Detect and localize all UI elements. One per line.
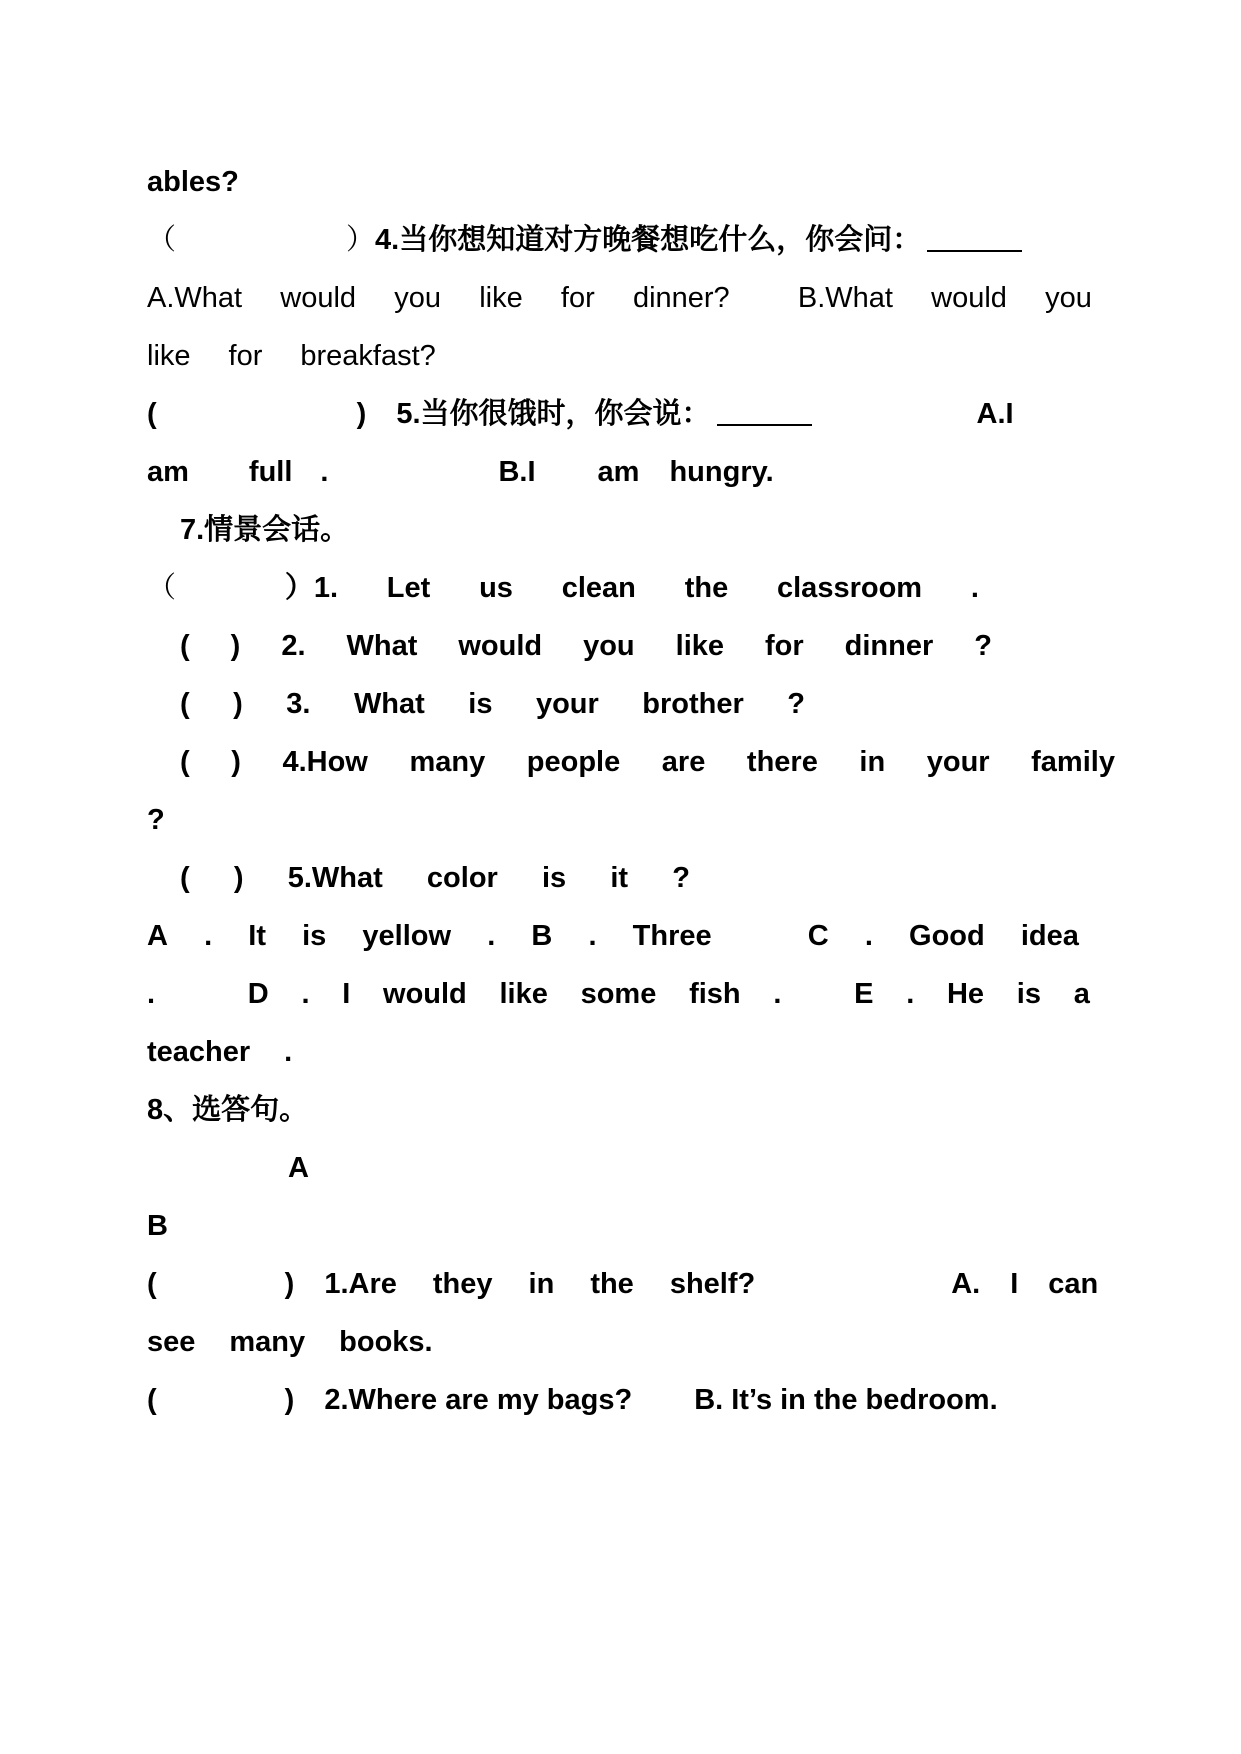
- q5-word: .: [320, 456, 329, 488]
- s7-word: is: [468, 688, 493, 720]
- s7-word: there: [746, 746, 818, 778]
- s7-word: like: [675, 630, 725, 662]
- q4-blank[interactable]: [927, 228, 1022, 252]
- s7-word: is: [542, 862, 567, 894]
- q5-word: am: [147, 456, 189, 488]
- opt-word: idea: [1020, 920, 1079, 952]
- q5-close-paren: ): [356, 398, 367, 430]
- s8-word: can: [1048, 1268, 1099, 1300]
- section-8-title: [147, 1090, 1147, 1130]
- s8-word: many: [229, 1326, 306, 1358]
- opt-word: .: [588, 920, 597, 952]
- s7-word: What: [353, 688, 425, 720]
- opt-word: yellow: [362, 920, 452, 952]
- s7-word: 4.How: [282, 746, 368, 778]
- text-ables: ables?: [147, 166, 239, 198]
- s7-item-5: [180, 858, 690, 898]
- s8-word: in: [528, 1268, 555, 1300]
- s7-word: classroom: [777, 572, 923, 604]
- s7-word: your: [926, 746, 990, 778]
- s7-word: family: [1031, 746, 1115, 778]
- opt-word: .: [301, 978, 310, 1010]
- q4-options-line1: [147, 278, 1092, 318]
- s7-word: .: [970, 572, 979, 604]
- q4-word: like: [147, 340, 191, 372]
- s8-word: books.: [339, 1326, 433, 1358]
- s8-1-open-paren: (: [147, 1268, 157, 1300]
- opt-word: I: [342, 978, 351, 1010]
- s7-word: brother: [642, 688, 744, 720]
- q4-word: dinner?: [632, 282, 730, 314]
- opt-word: some: [580, 978, 657, 1010]
- s7-word: ?: [974, 630, 992, 662]
- s7-5-open-paren: (: [180, 862, 190, 894]
- q5-options-line2: [147, 452, 1147, 492]
- s8-word: A.: [951, 1268, 981, 1300]
- s7-word: would: [458, 630, 543, 662]
- opt-word: is: [1016, 978, 1041, 1010]
- s7-word: ?: [672, 862, 690, 894]
- s7-1-close-num: ）1.: [284, 572, 338, 604]
- s7-word: us: [479, 572, 513, 604]
- opt-word: .: [773, 978, 782, 1010]
- section-7-heading: 7.情景会话。: [180, 514, 350, 546]
- q5-word: hungry.: [669, 456, 774, 488]
- opt-word: D: [247, 978, 269, 1010]
- q5-word: am: [597, 456, 640, 488]
- opt-word: like: [499, 978, 548, 1010]
- s7-word: in: [859, 746, 886, 778]
- s7-4-question-mark: ?: [147, 804, 165, 836]
- s8-item-2: [147, 1380, 1147, 1420]
- s7-4-open-paren: (: [180, 746, 190, 778]
- s7-word: 3.: [286, 688, 311, 720]
- line-ables: [147, 162, 1147, 202]
- s7-3-open-paren: (: [180, 688, 190, 720]
- opt-word: fish: [689, 978, 741, 1010]
- s7-word: are: [661, 746, 706, 778]
- s8-item-1-cont: [147, 1322, 1147, 1362]
- s8-2-close-paren: ): [284, 1384, 295, 1416]
- s8-word: see: [147, 1326, 196, 1358]
- question-4: [147, 220, 1147, 260]
- section-7-title: [180, 510, 1180, 550]
- s7-item-3: [180, 684, 805, 724]
- q4-word: like: [479, 282, 523, 314]
- s8-1-close-paren: ): [284, 1268, 295, 1300]
- s7-word: Let: [386, 572, 431, 604]
- q4-text: 4.当你想知道对方晚餐想吃什么，你会问：: [375, 224, 922, 256]
- opt-word: .: [284, 1036, 293, 1068]
- opt-word: .: [864, 920, 873, 952]
- opt-word: a: [1073, 978, 1090, 1010]
- q5-blank[interactable]: [717, 402, 812, 426]
- s7-item-2: [180, 626, 992, 666]
- s7-word: the: [684, 572, 729, 604]
- column-b-header: [147, 1206, 1147, 1246]
- s7-word: dinner: [844, 630, 934, 662]
- opt-word: .: [487, 920, 496, 952]
- opt-word: Three: [632, 920, 712, 952]
- question-5: [147, 394, 1147, 434]
- s8-word: the: [590, 1268, 634, 1300]
- s7-5-close-paren: ): [233, 862, 244, 894]
- q4-word: would: [280, 282, 357, 314]
- opt-word: teacher: [147, 1036, 251, 1068]
- q4-word: you: [394, 282, 442, 314]
- q4-word: breakfast?: [300, 340, 436, 372]
- q4-open-paren: （: [147, 224, 177, 256]
- s7-word: people: [526, 746, 621, 778]
- s7-word: it: [610, 862, 629, 894]
- s7-2-close-paren: ): [230, 630, 241, 662]
- s7-1-open-paren: （: [147, 572, 177, 604]
- s7-word: ?: [787, 688, 805, 720]
- s7-item-4: [180, 742, 1115, 782]
- s7-word: for: [765, 630, 804, 662]
- q4-options-line2: [147, 336, 1147, 376]
- q4-word: B.What: [797, 282, 893, 314]
- s7-options-line1: [147, 916, 1079, 956]
- opt-word: Good: [909, 920, 985, 952]
- s7-item-1: [147, 568, 979, 608]
- s8-word: shelf?: [669, 1268, 756, 1300]
- column-b-label: B: [147, 1210, 168, 1242]
- section-8-heading: 8、选答句。: [147, 1094, 309, 1126]
- opt-word: He: [946, 978, 985, 1010]
- opt-word: It: [248, 920, 266, 952]
- s8-2-answer: B. It’s in the bedroom.: [694, 1384, 998, 1416]
- opt-word: .: [147, 978, 156, 1010]
- s7-options-line3: [147, 1032, 1147, 1072]
- s7-item-4-cont: [147, 800, 1147, 840]
- q4-word: you: [1045, 282, 1092, 314]
- opt-word: E: [854, 978, 874, 1010]
- s7-word: clean: [561, 572, 636, 604]
- s7-3-close-paren: ): [233, 688, 243, 720]
- s8-word: they: [432, 1268, 493, 1300]
- q4-word: A.What: [147, 282, 243, 314]
- q4-word: would: [931, 282, 1007, 314]
- q4-close-paren: ）: [346, 224, 376, 256]
- s7-word: What: [346, 630, 418, 662]
- s7-word: 2.: [281, 630, 306, 662]
- q4-word: for: [228, 340, 263, 372]
- opt-word: is: [302, 920, 327, 952]
- column-a-label: A: [288, 1152, 309, 1184]
- opt-word: would: [383, 978, 467, 1010]
- column-a-header: [288, 1148, 1241, 1188]
- s8-2-question: 2.Where are my bags?: [324, 1384, 633, 1416]
- s8-word: 1.Are: [324, 1268, 397, 1300]
- s7-word: color: [426, 862, 498, 894]
- q4-word: for: [560, 282, 595, 314]
- opt-word: .: [906, 978, 915, 1010]
- s7-word: you: [583, 630, 635, 662]
- s7-word: your: [535, 688, 599, 720]
- q5-word: full: [248, 456, 293, 488]
- s7-4-close-paren: ): [231, 746, 241, 778]
- q5-text: 5.当你很饿时，你会说：: [396, 398, 711, 430]
- opt-word: A: [147, 920, 168, 952]
- opt-word: C: [807, 920, 829, 952]
- opt-word: .: [204, 920, 213, 952]
- q5-option-a: A.I: [976, 398, 1014, 430]
- s7-2-open-paren: (: [180, 630, 190, 662]
- s7-word: many: [409, 746, 486, 778]
- s7-options-line2: [147, 974, 1090, 1014]
- s7-word: 5.What: [287, 862, 383, 894]
- q5-open-paren: (: [147, 398, 157, 430]
- s8-2-open-paren: (: [147, 1384, 157, 1416]
- q5-word: B.I: [498, 456, 536, 488]
- s8-word: I: [1010, 1268, 1019, 1300]
- s8-item-1: [147, 1264, 1147, 1304]
- opt-word: B: [531, 920, 553, 952]
